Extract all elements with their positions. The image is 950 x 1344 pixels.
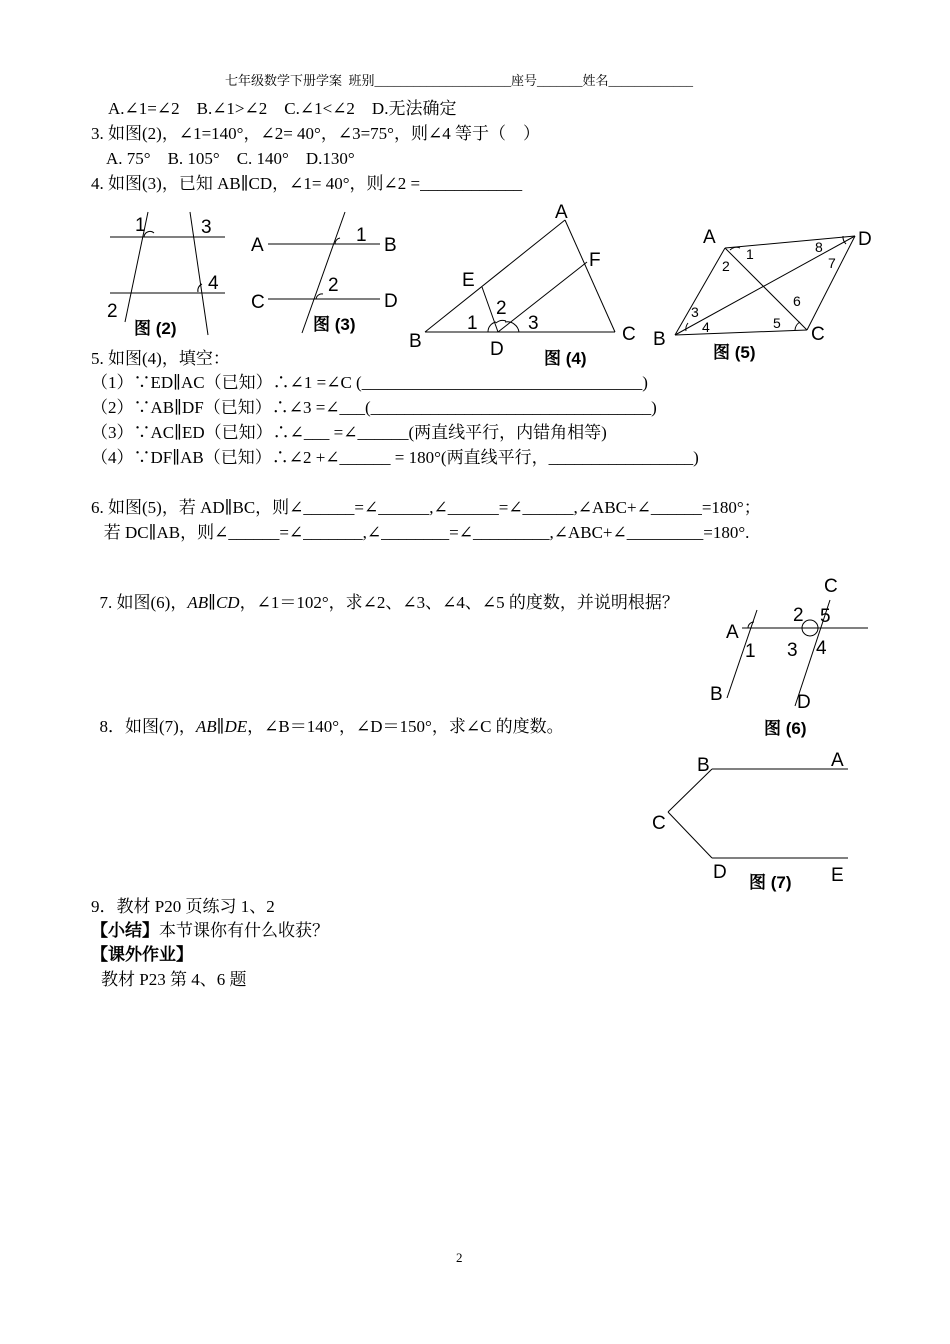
fig5-label-8: 8 [815,239,823,255]
fig2-label-4: 4 [208,273,219,294]
fig5-label-5: 5 [773,315,781,331]
fig3-label-A: A [251,235,264,256]
fig6-label-A: A [726,622,739,643]
summary-title: 【小结】 [91,921,159,940]
fig4-label-C: C [622,324,636,345]
fig2-label-3: 3 [201,217,212,238]
fig2-label-1: 1 [135,215,146,236]
q8-rest: ，∠B＝140°，∠D＝150°，求∠C 的度数。 [247,717,564,736]
fig3-label-D: D [384,291,398,312]
q7-ab: AB [187,593,209,612]
fig6-label-2: 2 [793,605,804,626]
summary [91,921,329,941]
q3-options: A. 75° B. 105° C. 140° D.130° [106,149,355,168]
q5-item-3: （3）∵AC∥ED（已知）∴∠___ =∠______(两直线平行，内错角相等) [91,423,607,442]
q8-prefix: 8．如图(7)， [99,717,196,736]
fig4-label-F: F [589,250,601,271]
summary-text: 本节课你有什么收获？ [159,921,329,940]
fig6-caption: 图 (6) [764,719,807,738]
q2-options: A.∠1=∠2 B.∠1>∠2 C.∠1<∠2 D.无法确定 [108,99,457,118]
fig3-label-C: C [251,292,265,313]
fig5-label-C: C [811,324,825,345]
q9: 9．教材 P20 页练习 1、2 [91,897,275,916]
fig4-label-1: 1 [467,313,478,334]
fig6-label-4: 4 [816,638,827,659]
fig5-label-3: 3 [691,304,699,320]
fig3-label-1: 1 [356,225,367,246]
q5-stem: 5. 如图(4)，填空： [91,349,230,368]
fig4-label-2: 2 [496,298,507,319]
fig7-caption: 图 (7) [749,873,792,892]
q8-ab: AB [195,717,217,736]
fig5-label-2: 2 [722,258,730,274]
fig4-label-A: A [555,202,568,223]
fig5-caption: 图 (5) [713,343,756,362]
page-header: 七年级数学下册学案 班别_____________________座号_______姓名_____________ [225,73,694,88]
fig5-label-7: 7 [828,255,836,271]
q7-rest: ，∠1＝102°，求∠2、∠3、∠4、∠5 的度数，并说明根据？ [239,593,679,612]
fig5-label-A: A [703,227,716,248]
fig5-label-6: 6 [793,293,801,309]
fig5-label-D: D [858,229,872,250]
q5-item-4: （4）∵DF∥AB（已知）∴∠2 +∠______ = 180°(两直线平行，_________________) [91,448,699,467]
q3-stem: 3. 如图(2)，∠1=140°，∠2= 40°，∠3=75°，则∠4 等于（ ） [91,124,540,143]
q8-parallel: ∥ [216,717,225,736]
fig6-label-1: 1 [745,641,756,662]
fig2-caption: 图 (2) [134,319,177,338]
q8-de: DE [224,717,248,736]
q6-line-1: 6. 如图(5)，若 AD∥BC，则∠______=∠______,∠______=∠______,∠ABC+∠______=180°； [91,498,761,517]
fig5-label-1: 1 [746,246,754,262]
fig6-label-D: D [797,692,811,713]
q5-item-1: （1）∵ED∥AC（已知）∴∠1 =∠C (_________________________________) [91,373,648,392]
fig7-label-C: C [652,813,666,834]
q6-line-2: 若 DC∥AB，则∠______=∠_______,∠________=∠_________,∠ABC+∠_________=180°. [91,523,750,542]
fig5-label-4: 4 [702,319,710,335]
homework-text: 教材 P23 第 4、6 题 [101,970,247,989]
q7-prefix: 7. 如图(6)， [99,593,188,612]
fig6-label-B: B [710,684,723,705]
fig6-label-C: C [824,576,838,597]
q4-stem: 4. 如图(3)，已知 AB∥CD，∠1= 40°，则∠2 =____________ [91,174,523,193]
fig3-caption: 图 (3) [313,315,356,334]
fig7-label-E: E [831,865,844,886]
q7-parallel: ∥ [208,593,216,612]
homework-title: 【课外作业】 [91,945,193,964]
fig4-label-D: D [490,339,504,360]
fig7-label-B: B [697,755,710,776]
q5-item-2: （2）∵AB∥DF（已知）∴∠3 =∠___(_________________________________) [91,398,657,417]
fig7-label-A: A [831,750,844,771]
fig7-label-D: D [713,862,727,883]
fig4-label-B: B [409,331,422,352]
fig6-label-5: 5 [820,606,831,627]
fig3-label-2: 2 [328,275,339,296]
page-number: 2 [456,1250,463,1265]
fig4-label-3: 3 [528,313,539,334]
fig4-label-E: E [462,270,475,291]
q7-cd: CD [215,593,240,612]
fig5-label-B: B [653,329,666,350]
fig2-label-2: 2 [107,301,118,322]
fig6-label-3: 3 [787,640,798,661]
fig3-label-B: B [384,235,397,256]
fig4-caption: 图 (4) [544,349,587,368]
